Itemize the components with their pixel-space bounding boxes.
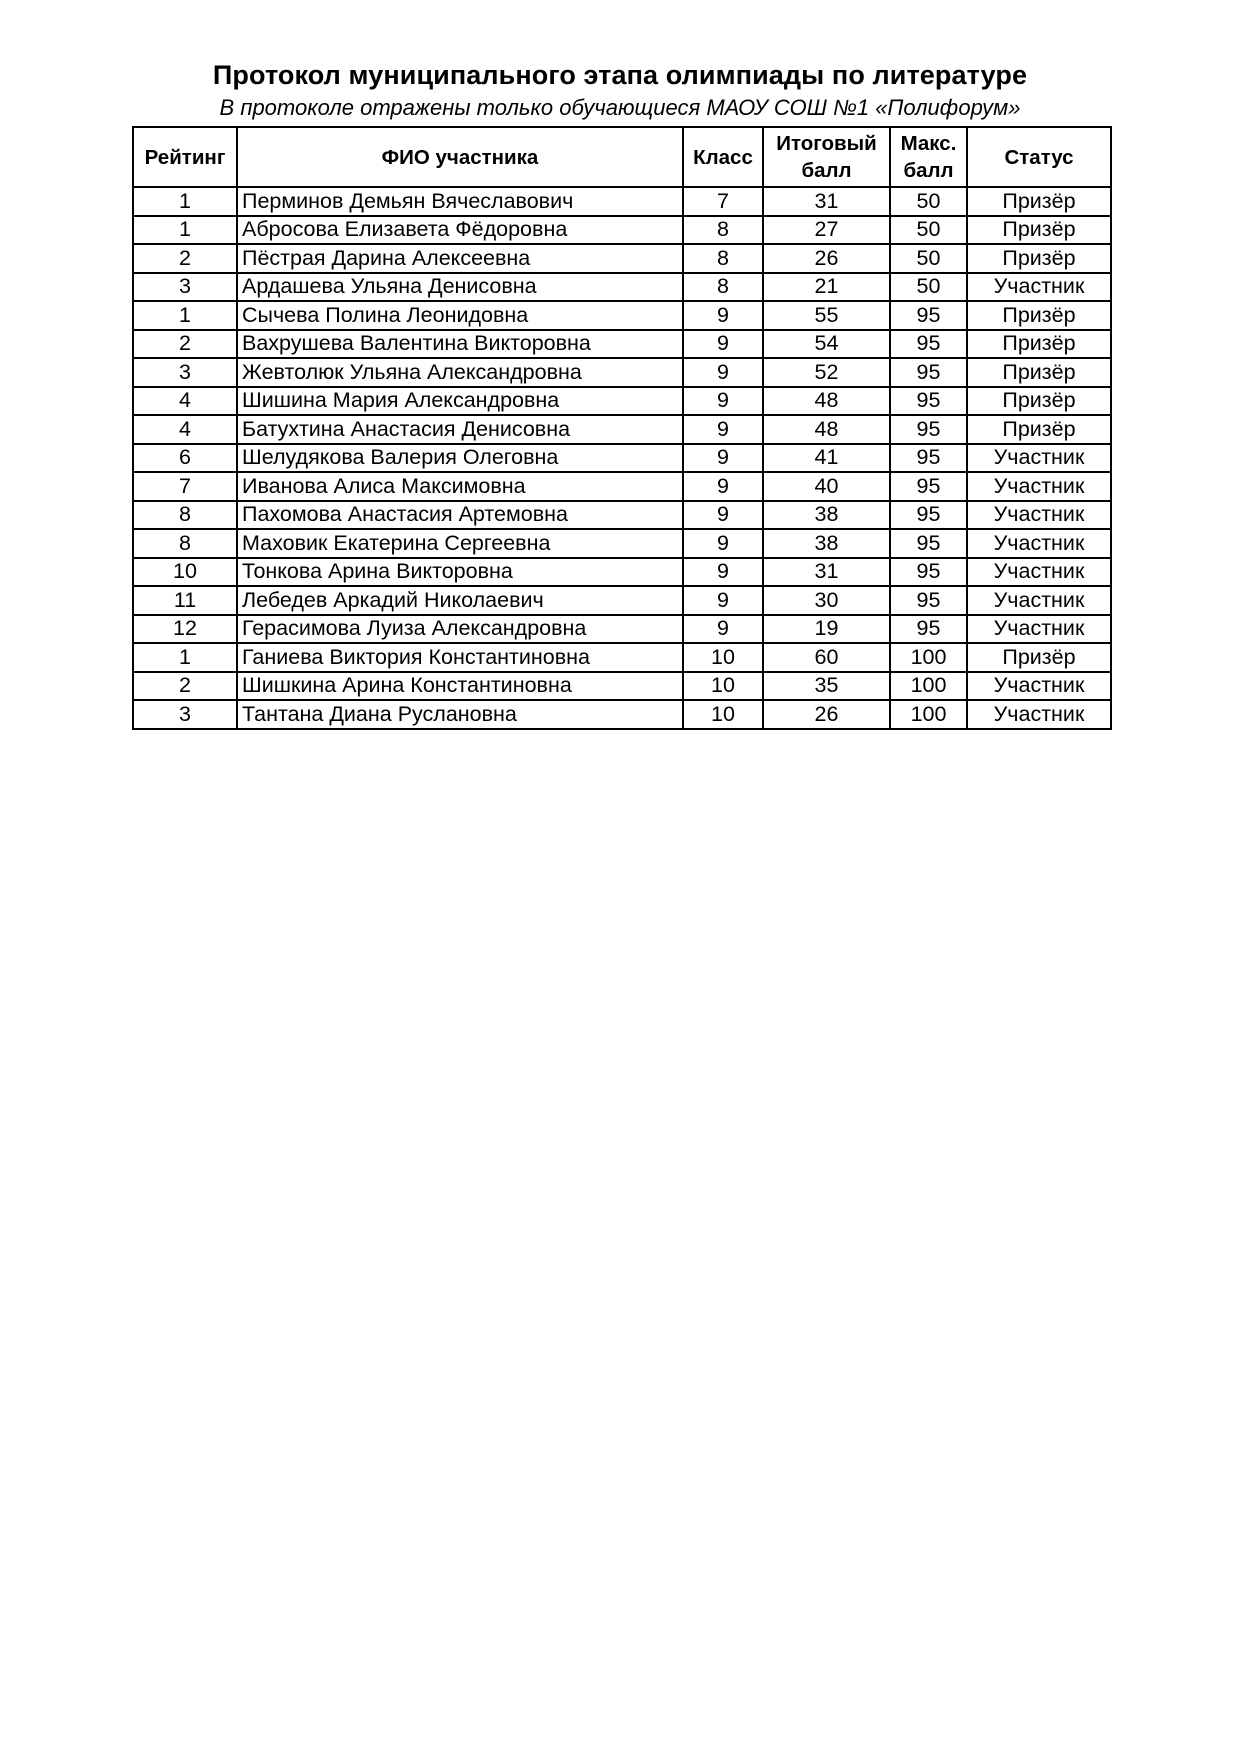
cell-max-score: 95 bbox=[890, 501, 967, 530]
cell-class: 10 bbox=[683, 700, 763, 729]
cell-class: 9 bbox=[683, 586, 763, 615]
cell-class: 9 bbox=[683, 415, 763, 444]
cell-class: 9 bbox=[683, 529, 763, 558]
cell-max-score: 95 bbox=[890, 444, 967, 473]
cell-status: Участник bbox=[967, 472, 1111, 501]
cell-status: Участник bbox=[967, 273, 1111, 302]
cell-status: Призёр bbox=[967, 301, 1111, 330]
cell-max-score: 50 bbox=[890, 273, 967, 302]
cell-max-score: 95 bbox=[890, 586, 967, 615]
cell-score: 26 bbox=[763, 700, 890, 729]
cell-status: Призёр bbox=[967, 244, 1111, 273]
header-status: Статус bbox=[967, 127, 1111, 187]
cell-status: Призёр bbox=[967, 216, 1111, 245]
cell-name: Маховик Екатерина Сергеевна bbox=[237, 529, 683, 558]
cell-rank: 10 bbox=[133, 558, 237, 587]
cell-rank: 3 bbox=[133, 273, 237, 302]
cell-rank: 1 bbox=[133, 187, 237, 216]
cell-score: 35 bbox=[763, 672, 890, 701]
cell-rank: 11 bbox=[133, 586, 237, 615]
cell-rank: 1 bbox=[133, 216, 237, 245]
cell-rank: 7 bbox=[133, 472, 237, 501]
header-name: ФИО участника bbox=[237, 127, 683, 187]
table-row bbox=[133, 700, 1111, 729]
cell-name: Пёстрая Дарина Алексеевна bbox=[237, 244, 683, 273]
cell-max-score: 100 bbox=[890, 672, 967, 701]
cell-class: 10 bbox=[683, 672, 763, 701]
cell-max-score: 50 bbox=[890, 244, 967, 273]
cell-score: 31 bbox=[763, 558, 890, 587]
cell-max-score: 95 bbox=[890, 558, 967, 587]
cell-score: 48 bbox=[763, 415, 890, 444]
cell-status: Призёр bbox=[967, 387, 1111, 416]
header-rank: Рейтинг bbox=[133, 127, 237, 187]
cell-status: Участник bbox=[967, 672, 1111, 701]
table-body bbox=[133, 187, 1111, 729]
cell-name: Сычева Полина Леонидовна bbox=[237, 301, 683, 330]
table-row bbox=[133, 415, 1111, 444]
cell-status: Призёр bbox=[967, 187, 1111, 216]
cell-rank: 4 bbox=[133, 415, 237, 444]
cell-name: Ардашева Ульяна Денисовна bbox=[237, 273, 683, 302]
cell-status: Участник bbox=[967, 615, 1111, 644]
cell-status: Участник bbox=[967, 586, 1111, 615]
table-row bbox=[133, 273, 1111, 302]
cell-name: Шелудякова Валерия Олеговна bbox=[237, 444, 683, 473]
cell-name: Вахрушева Валентина Викторовна bbox=[237, 330, 683, 359]
cell-max-score: 100 bbox=[890, 643, 967, 672]
cell-rank: 8 bbox=[133, 501, 237, 530]
cell-score: 38 bbox=[763, 501, 890, 530]
cell-name: Тонкова Арина Викторовна bbox=[237, 558, 683, 587]
cell-class: 9 bbox=[683, 387, 763, 416]
cell-class: 9 bbox=[683, 301, 763, 330]
cell-score: 31 bbox=[763, 187, 890, 216]
header-class: Класс bbox=[683, 127, 763, 187]
cell-max-score: 95 bbox=[890, 387, 967, 416]
cell-name: Шишина Мария Александровна bbox=[237, 387, 683, 416]
cell-class: 9 bbox=[683, 615, 763, 644]
cell-rank: 2 bbox=[133, 330, 237, 359]
cell-max-score: 100 bbox=[890, 700, 967, 729]
cell-name: Пахомова Анастасия Артемовна bbox=[237, 501, 683, 530]
cell-class: 10 bbox=[683, 643, 763, 672]
cell-status: Призёр bbox=[967, 415, 1111, 444]
cell-rank: 6 bbox=[133, 444, 237, 473]
table-row bbox=[133, 358, 1111, 387]
cell-max-score: 95 bbox=[890, 615, 967, 644]
cell-class: 9 bbox=[683, 501, 763, 530]
cell-name: Шишкина Арина Константиновна bbox=[237, 672, 683, 701]
cell-rank: 4 bbox=[133, 387, 237, 416]
cell-class: 8 bbox=[683, 244, 763, 273]
cell-max-score: 95 bbox=[890, 529, 967, 558]
cell-score: 27 bbox=[763, 216, 890, 245]
table-row bbox=[133, 615, 1111, 644]
cell-max-score: 95 bbox=[890, 415, 967, 444]
cell-status: Призёр bbox=[967, 358, 1111, 387]
cell-max-score: 95 bbox=[890, 330, 967, 359]
cell-score: 26 bbox=[763, 244, 890, 273]
cell-score: 60 bbox=[763, 643, 890, 672]
cell-class: 8 bbox=[683, 216, 763, 245]
cell-name: Иванова Алиса Максимовна bbox=[237, 472, 683, 501]
cell-class: 7 bbox=[683, 187, 763, 216]
cell-score: 21 bbox=[763, 273, 890, 302]
cell-rank: 1 bbox=[133, 643, 237, 672]
cell-rank: 3 bbox=[133, 358, 237, 387]
table-row bbox=[133, 586, 1111, 615]
cell-rank: 2 bbox=[133, 244, 237, 273]
cell-name: Герасимова Луиза Александровна bbox=[237, 615, 683, 644]
cell-name: Батухтина Анастасия Денисовна bbox=[237, 415, 683, 444]
cell-rank: 12 bbox=[133, 615, 237, 644]
cell-score: 19 bbox=[763, 615, 890, 644]
header-max-score: Макс. балл bbox=[890, 127, 967, 187]
cell-name: Перминов Демьян Вячеславович bbox=[237, 187, 683, 216]
cell-class: 8 bbox=[683, 273, 763, 302]
cell-score: 55 bbox=[763, 301, 890, 330]
cell-rank: 1 bbox=[133, 301, 237, 330]
table-row bbox=[133, 187, 1111, 216]
table-row bbox=[133, 301, 1111, 330]
cell-score: 38 bbox=[763, 529, 890, 558]
table-row bbox=[133, 387, 1111, 416]
cell-max-score: 95 bbox=[890, 358, 967, 387]
table-row bbox=[133, 529, 1111, 558]
cell-status: Участник bbox=[967, 558, 1111, 587]
cell-max-score: 95 bbox=[890, 301, 967, 330]
cell-class: 9 bbox=[683, 558, 763, 587]
cell-status: Участник bbox=[967, 529, 1111, 558]
cell-score: 52 bbox=[763, 358, 890, 387]
table-row bbox=[133, 558, 1111, 587]
cell-max-score: 50 bbox=[890, 187, 967, 216]
table-row bbox=[133, 501, 1111, 530]
cell-rank: 8 bbox=[133, 529, 237, 558]
cell-name: Ганиева Виктория Константиновна bbox=[237, 643, 683, 672]
cell-name: Абросова Елизавета Фёдоровна bbox=[237, 216, 683, 245]
table-row bbox=[133, 444, 1111, 473]
cell-score: 40 bbox=[763, 472, 890, 501]
table-row bbox=[133, 216, 1111, 245]
results-table bbox=[132, 126, 1112, 730]
cell-class: 9 bbox=[683, 444, 763, 473]
cell-score: 41 bbox=[763, 444, 890, 473]
cell-score: 30 bbox=[763, 586, 890, 615]
document-title: Протокол муниципального этапа олимпиады по литературе bbox=[212, 60, 1028, 90]
table-row bbox=[133, 643, 1111, 672]
cell-name: Тантана Диана Руслановна bbox=[237, 700, 683, 729]
cell-name: Лебедев Аркадий Николаевич bbox=[237, 586, 683, 615]
table-row bbox=[133, 244, 1111, 273]
table-row bbox=[133, 330, 1111, 359]
cell-rank: 2 bbox=[133, 672, 237, 701]
cell-score: 48 bbox=[763, 387, 890, 416]
cell-max-score: 95 bbox=[890, 472, 967, 501]
cell-max-score: 50 bbox=[890, 216, 967, 245]
cell-class: 9 bbox=[683, 330, 763, 359]
table-row bbox=[133, 672, 1111, 701]
cell-class: 9 bbox=[683, 472, 763, 501]
document-subtitle: В протоколе отражены только обучающиеся МАОУ СОШ №1 «Полифорум» bbox=[219, 95, 1021, 120]
header-score: Итоговый балл bbox=[763, 127, 890, 187]
cell-class: 9 bbox=[683, 358, 763, 387]
cell-status: Призёр bbox=[967, 330, 1111, 359]
cell-score: 54 bbox=[763, 330, 890, 359]
cell-status: Участник bbox=[967, 700, 1111, 729]
cell-rank: 3 bbox=[133, 700, 237, 729]
table-header-row bbox=[133, 127, 1111, 187]
cell-status: Призёр bbox=[967, 643, 1111, 672]
cell-status: Участник bbox=[967, 501, 1111, 530]
cell-status: Участник bbox=[967, 444, 1111, 473]
table-row bbox=[133, 472, 1111, 501]
cell-name: Жевтолюк Ульяна Александровна bbox=[237, 358, 683, 387]
